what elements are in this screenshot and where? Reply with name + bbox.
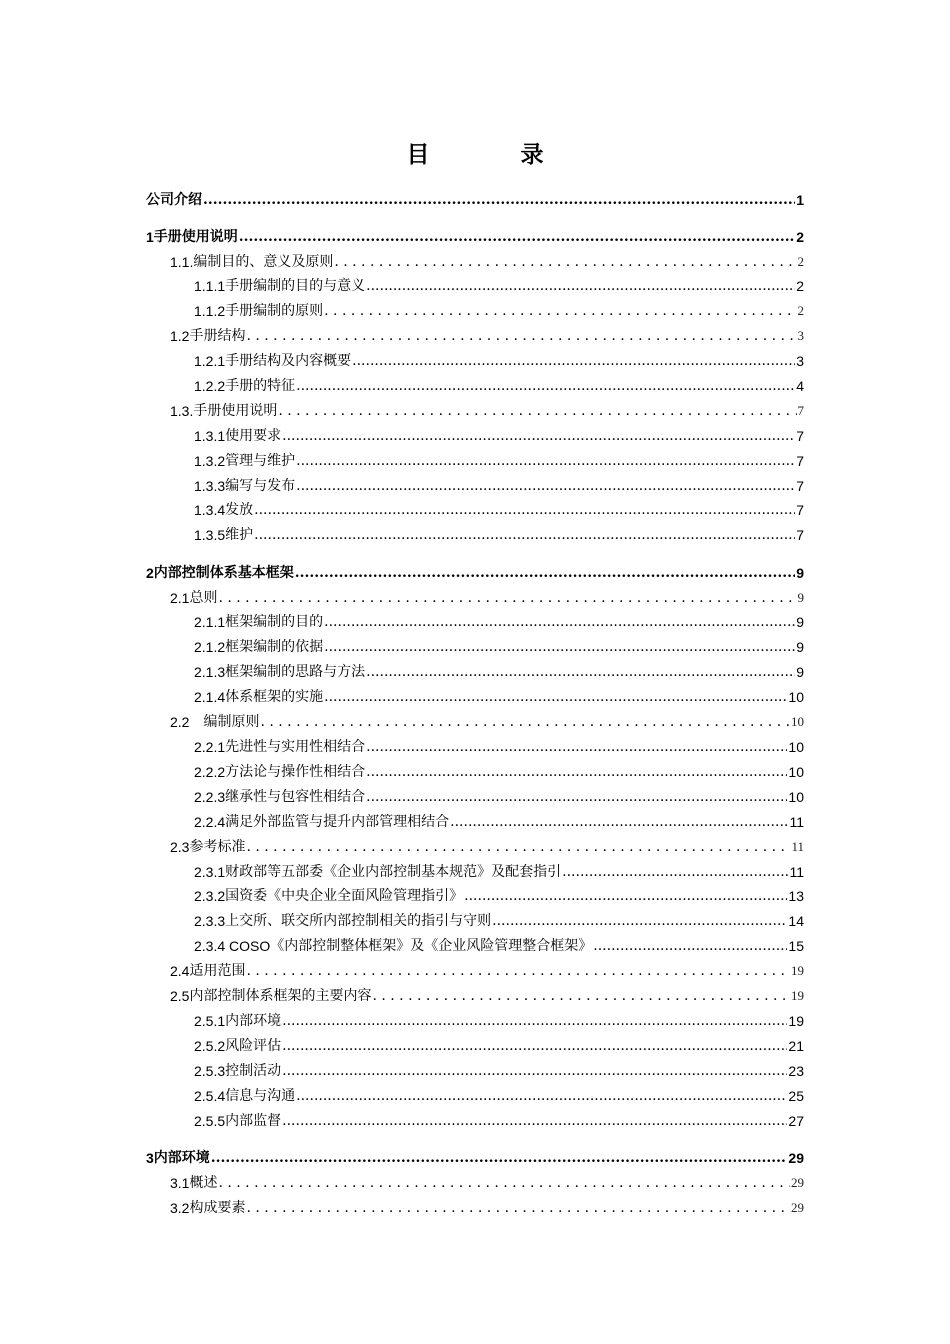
toc-entry-text: 手册结构及内容概要 xyxy=(225,353,352,369)
toc-leader-dots xyxy=(239,227,795,247)
toc-entry-page: 15 xyxy=(788,938,804,954)
toc-entry-page: 2 xyxy=(797,303,804,318)
toc-entry-number: 2.5.5 xyxy=(194,1113,226,1129)
toc-entry-text: 财政部等五部委《企业内部控制基本规范》及配套指引 xyxy=(225,864,562,880)
toc-title: 目 录 xyxy=(406,142,578,168)
toc-entry-number: 2.2.3 xyxy=(194,789,226,805)
toc-entry-2-3-2[interactable] xyxy=(194,886,804,906)
toc-entry-number: 2.5.3 xyxy=(194,1063,226,1079)
toc-entry-3-1[interactable] xyxy=(170,1173,804,1193)
toc-entry-1-3-2[interactable] xyxy=(194,451,804,471)
toc-leader-dots xyxy=(246,961,790,981)
toc-leader-dots xyxy=(366,276,795,296)
toc-entry-number: 3 xyxy=(146,1150,154,1166)
toc-entry-text: 手册编制的原则 xyxy=(225,303,324,319)
toc-entry-number: 1.3. xyxy=(170,403,194,419)
toc-entry-2-3[interactable] xyxy=(170,837,804,857)
toc-entry-text: 总则 xyxy=(189,590,218,606)
toc-entry-chapter-2[interactable] xyxy=(146,563,804,583)
toc-entry-number: 1.3.4 xyxy=(194,502,226,518)
toc-entry-page: 2 xyxy=(796,278,804,294)
toc-entry-page: 7 xyxy=(796,453,804,469)
toc-entry-text: 概述 xyxy=(189,1175,218,1191)
toc-entry-text: 框架编制的依据 xyxy=(225,639,324,655)
toc-entry-1-3-5[interactable] xyxy=(194,525,804,545)
toc-entry-page: 9 xyxy=(796,639,804,655)
toc-entry-text: 适用范围 xyxy=(189,963,246,979)
toc-entry-number: 2.3.4 COSO xyxy=(194,938,271,954)
toc-entry-1-3-3[interactable] xyxy=(194,476,804,496)
toc-entry-page: 19 xyxy=(788,1013,804,1029)
toc-leader-dots xyxy=(324,301,796,321)
toc-entry-2-3-3[interactable] xyxy=(194,911,804,931)
toc-leader-dots xyxy=(282,1036,787,1056)
toc-entry-number: 2.5 xyxy=(170,988,190,1004)
toc-entry-page: 7 xyxy=(796,478,804,494)
toc-entry-text: 构成要素 xyxy=(189,1200,246,1216)
toc-leader-dots xyxy=(366,787,787,807)
toc-leader-dots xyxy=(562,862,788,882)
toc-entry-page: 7 xyxy=(796,502,804,518)
toc-entry-page: 23 xyxy=(788,1063,804,1079)
toc-entry-2-5-2[interactable] xyxy=(194,1036,804,1056)
toc-entry-2-2-1[interactable] xyxy=(194,737,804,757)
toc-entry-2-3-1[interactable] xyxy=(194,862,804,882)
toc-entry-text: 体系框架的实施 xyxy=(225,689,324,705)
toc-entry-page: 29 xyxy=(791,1175,804,1190)
toc-leader-dots xyxy=(254,500,795,520)
toc-entry-number: 1.3.5 xyxy=(194,527,226,543)
toc-leader-dots xyxy=(282,426,795,446)
toc-entry-number: 1.3.2 xyxy=(194,453,226,469)
toc-entry-number: 1.2.1 xyxy=(194,353,226,369)
toc-leader-dots xyxy=(254,525,795,545)
toc-entry-1-1[interactable] xyxy=(170,252,804,272)
toc-leader-dots xyxy=(211,1148,788,1168)
toc-entry-page: 29 xyxy=(788,1150,804,1166)
toc-entry-number: 1.2 xyxy=(170,328,190,344)
toc-entry-number: 1.3.3 xyxy=(194,478,226,494)
toc-entry-2-4[interactable] xyxy=(170,961,804,981)
toc-entry-page: 2 xyxy=(796,229,804,245)
toc-entry-page: 11 xyxy=(791,839,804,854)
toc-entry-2-5-4[interactable] xyxy=(194,1086,804,1106)
toc-entry-text: 上交所、联交所内部控制相关的指引与守则 xyxy=(225,913,492,929)
toc-leader-dots xyxy=(296,1086,787,1106)
toc-entry-page: 10 xyxy=(788,789,804,805)
toc-leader-dots xyxy=(295,563,795,583)
toc-leader-dots xyxy=(296,376,795,396)
toc-entry-2-2-4[interactable] xyxy=(194,812,804,832)
toc-entry-page: 10 xyxy=(791,714,804,729)
toc-entry-text: 公司介绍 xyxy=(146,192,202,208)
toc-entry-text: 参考标准 xyxy=(189,839,246,855)
toc-leader-dots xyxy=(246,326,796,346)
toc-leader-dots xyxy=(296,451,795,471)
toc-entry-2-5[interactable] xyxy=(170,986,804,1006)
toc-entry-number: 3.1 xyxy=(170,1175,190,1191)
toc-leader-dots xyxy=(366,737,787,757)
toc-entry-number: 2.2 xyxy=(170,714,204,730)
toc-entry-page: 9 xyxy=(797,590,804,605)
toc-entry-number: 2.5.2 xyxy=(194,1038,226,1054)
toc-entry-1-2-1[interactable] xyxy=(194,351,804,371)
toc-leader-dots xyxy=(593,936,787,956)
toc-entry-2-5-1[interactable] xyxy=(194,1011,804,1031)
toc-entry-text: 编写与发布 xyxy=(225,478,296,494)
toc-entry-1-3[interactable] xyxy=(170,401,804,421)
toc-leader-dots xyxy=(352,351,795,371)
toc-entry-text: 国资委《中央企业全面风险管理指引》 xyxy=(225,888,464,904)
toc-leader-dots xyxy=(366,662,795,682)
toc-leader-dots xyxy=(218,1173,790,1193)
toc-entry-text: 手册使用说明 xyxy=(153,229,238,245)
toc-entry-2-2[interactable] xyxy=(170,712,804,732)
toc-entry-text: 内部环境 xyxy=(153,1150,210,1166)
toc-entry-text: 方法论与操作性相结合 xyxy=(225,764,366,780)
toc-entry-number: 1.1.1 xyxy=(194,278,226,294)
toc-leader-dots xyxy=(450,812,788,832)
toc-entry-number: 1.3.1 xyxy=(194,428,226,444)
toc-entry-number: 1.1.2 xyxy=(194,303,226,319)
toc-entry-number: 2 xyxy=(146,565,154,581)
toc-entry-text: 内部控制体系基本框架 xyxy=(153,565,294,581)
toc-entry-page: 9 xyxy=(796,614,804,630)
toc-entry-1-2-2[interactable] xyxy=(194,376,804,396)
toc-entry-text: 内部控制体系框架的主要内容 xyxy=(189,988,372,1004)
toc-entry-text: 管理与维护 xyxy=(225,453,296,469)
toc-entry-text: 先进性与实用性相结合 xyxy=(225,739,366,755)
toc-leader-dots xyxy=(464,886,787,906)
toc-entry-1-1-1[interactable] xyxy=(194,276,804,296)
toc-entry-page: 11 xyxy=(789,814,804,830)
toc-entry-page: 4 xyxy=(796,378,804,394)
toc-entry-text: 发放 xyxy=(225,502,254,518)
toc-entry-number: 2.2.2 xyxy=(194,764,226,780)
toc-leader-dots xyxy=(246,1198,790,1218)
toc-entry-number: 2.1.4 xyxy=(194,689,226,705)
toc-entry-1-2[interactable] xyxy=(170,326,804,346)
toc-entry-2-5-3[interactable] xyxy=(194,1061,804,1081)
toc-leader-dots xyxy=(372,986,790,1006)
toc-entry-page: 19 xyxy=(791,988,804,1003)
toc-entry-page: 3 xyxy=(797,328,804,343)
toc-entry-page: 29 xyxy=(791,1200,804,1215)
toc-leader-dots xyxy=(282,1111,787,1131)
toc-entry-number: 1.2.2 xyxy=(194,378,226,394)
toc-entry-text: 使用要求 xyxy=(225,428,282,444)
toc-entry-text: 继承性与包容性相结合 xyxy=(225,789,366,805)
toc-entry-number: 2.5.4 xyxy=(194,1088,226,1104)
toc-entry-page: 11 xyxy=(789,864,804,880)
toc-entry-chapter-1[interactable] xyxy=(146,227,804,247)
toc-entry-page: 10 xyxy=(788,764,804,780)
toc-entry-2-2-3[interactable] xyxy=(194,787,804,807)
toc-leader-dots xyxy=(492,911,787,931)
toc-entry-page: 13 xyxy=(788,888,804,904)
toc-leader-dots xyxy=(260,712,790,732)
toc-entry-number: 2.3.1 xyxy=(194,864,226,880)
toc-entry-text: 信息与沟通 xyxy=(225,1088,296,1104)
toc-entry-2-1-2[interactable] xyxy=(194,637,804,657)
toc-entry-2-2-2[interactable] xyxy=(194,762,804,782)
toc-entry-number: 2.1.3 xyxy=(194,664,226,680)
toc-entry-number: 2.1 xyxy=(170,590,190,606)
toc-entry-2-3-4[interactable] xyxy=(194,936,804,956)
toc-entry-page: 9 xyxy=(796,664,804,680)
toc-entry-page: 7 xyxy=(796,428,804,444)
toc-entry-page: 3 xyxy=(796,353,804,369)
toc-entry-text: 维护 xyxy=(225,527,254,543)
toc-entry-page: 1 xyxy=(796,192,804,208)
toc-leader-dots xyxy=(278,401,796,421)
toc-entry-text: 框架编制的目的 xyxy=(225,614,324,630)
toc-entry-page: 2 xyxy=(797,254,804,269)
toc-entry-number: 2.2.1 xyxy=(194,739,226,755)
toc-entry-text: 《内部控制整体框架》及《企业风险管理整合框架》 xyxy=(270,938,593,954)
toc-entry-page: 25 xyxy=(788,1088,804,1104)
toc-entry-number: 2.3.3 xyxy=(194,913,226,929)
toc-leader-dots xyxy=(203,190,795,210)
toc-entry-2-1-1[interactable] xyxy=(194,612,804,632)
toc-entry-page: 9 xyxy=(796,565,804,581)
toc-entry-number: 3.2 xyxy=(170,1200,190,1216)
toc-entry-page: 10 xyxy=(788,739,804,755)
toc-entry-number: 1 xyxy=(146,229,154,245)
toc-entry-company-intro[interactable] xyxy=(146,190,804,210)
toc-entry-number: 2.4 xyxy=(170,963,190,979)
toc-entry-3-2[interactable] xyxy=(170,1198,804,1218)
toc-entry-number: 2.1.1 xyxy=(194,614,226,630)
toc-entry-2-1[interactable] xyxy=(170,588,804,608)
toc-entry-text: 编制原则 xyxy=(203,714,260,730)
toc-leader-dots xyxy=(282,1011,787,1031)
toc-entry-1-1-2[interactable] xyxy=(194,301,804,321)
toc-entry-number: 2.2.4 xyxy=(194,814,226,830)
toc-leader-dots xyxy=(324,612,795,632)
toc-leader-dots xyxy=(366,762,787,782)
toc-entry-1-3-4[interactable] xyxy=(194,500,804,520)
toc-entry-text: 满足外部监管与提升内部管理相结合 xyxy=(225,814,450,830)
toc-leader-dots xyxy=(296,476,795,496)
toc-entry-2-1-4[interactable] xyxy=(194,687,804,707)
toc-entry-text: 手册结构 xyxy=(189,328,246,344)
toc-entry-1-3-1[interactable] xyxy=(194,426,804,446)
toc-entry-text: 框架编制的思路与方法 xyxy=(225,664,366,680)
toc-entry-page: 19 xyxy=(791,963,804,978)
toc-entry-chapter-3[interactable] xyxy=(146,1148,804,1168)
toc-entry-number: 1.1. xyxy=(170,254,194,270)
toc-entry-2-5-5[interactable] xyxy=(194,1111,804,1131)
toc-entry-number: 2.1.2 xyxy=(194,639,226,655)
toc-entry-page: 7 xyxy=(797,403,804,418)
toc-entry-text: 风险评估 xyxy=(225,1038,282,1054)
toc-entry-text: 内部环境 xyxy=(225,1013,282,1029)
toc-entry-text: 控制活动 xyxy=(225,1063,282,1079)
toc-entry-number: 2.5.1 xyxy=(194,1013,226,1029)
toc-entry-number: 2.3.2 xyxy=(194,888,226,904)
toc-entry-page: 14 xyxy=(788,913,804,929)
toc-leader-dots xyxy=(324,687,787,707)
toc-entry-page: 21 xyxy=(788,1038,804,1054)
toc-leader-dots xyxy=(218,588,796,608)
toc-entry-text: 内部监督 xyxy=(225,1113,282,1129)
toc-entry-page: 10 xyxy=(788,689,804,705)
toc-entry-text: 手册使用说明 xyxy=(193,403,278,419)
toc-leader-dots xyxy=(324,637,795,657)
toc-entry-number: 2.3 xyxy=(170,839,190,855)
toc-leader-dots xyxy=(246,837,790,857)
toc-leader-dots xyxy=(334,252,796,272)
toc-entry-2-1-3[interactable] xyxy=(194,662,804,682)
toc-entry-text: 手册编制的目的与意义 xyxy=(225,278,366,294)
toc-leader-dots xyxy=(282,1061,787,1081)
toc-entry-text: 手册的特征 xyxy=(225,378,296,394)
toc-entry-page: 27 xyxy=(788,1113,804,1129)
toc-entry-page: 7 xyxy=(796,527,804,543)
toc-entry-text: 编制目的、意义及原则 xyxy=(193,254,334,270)
